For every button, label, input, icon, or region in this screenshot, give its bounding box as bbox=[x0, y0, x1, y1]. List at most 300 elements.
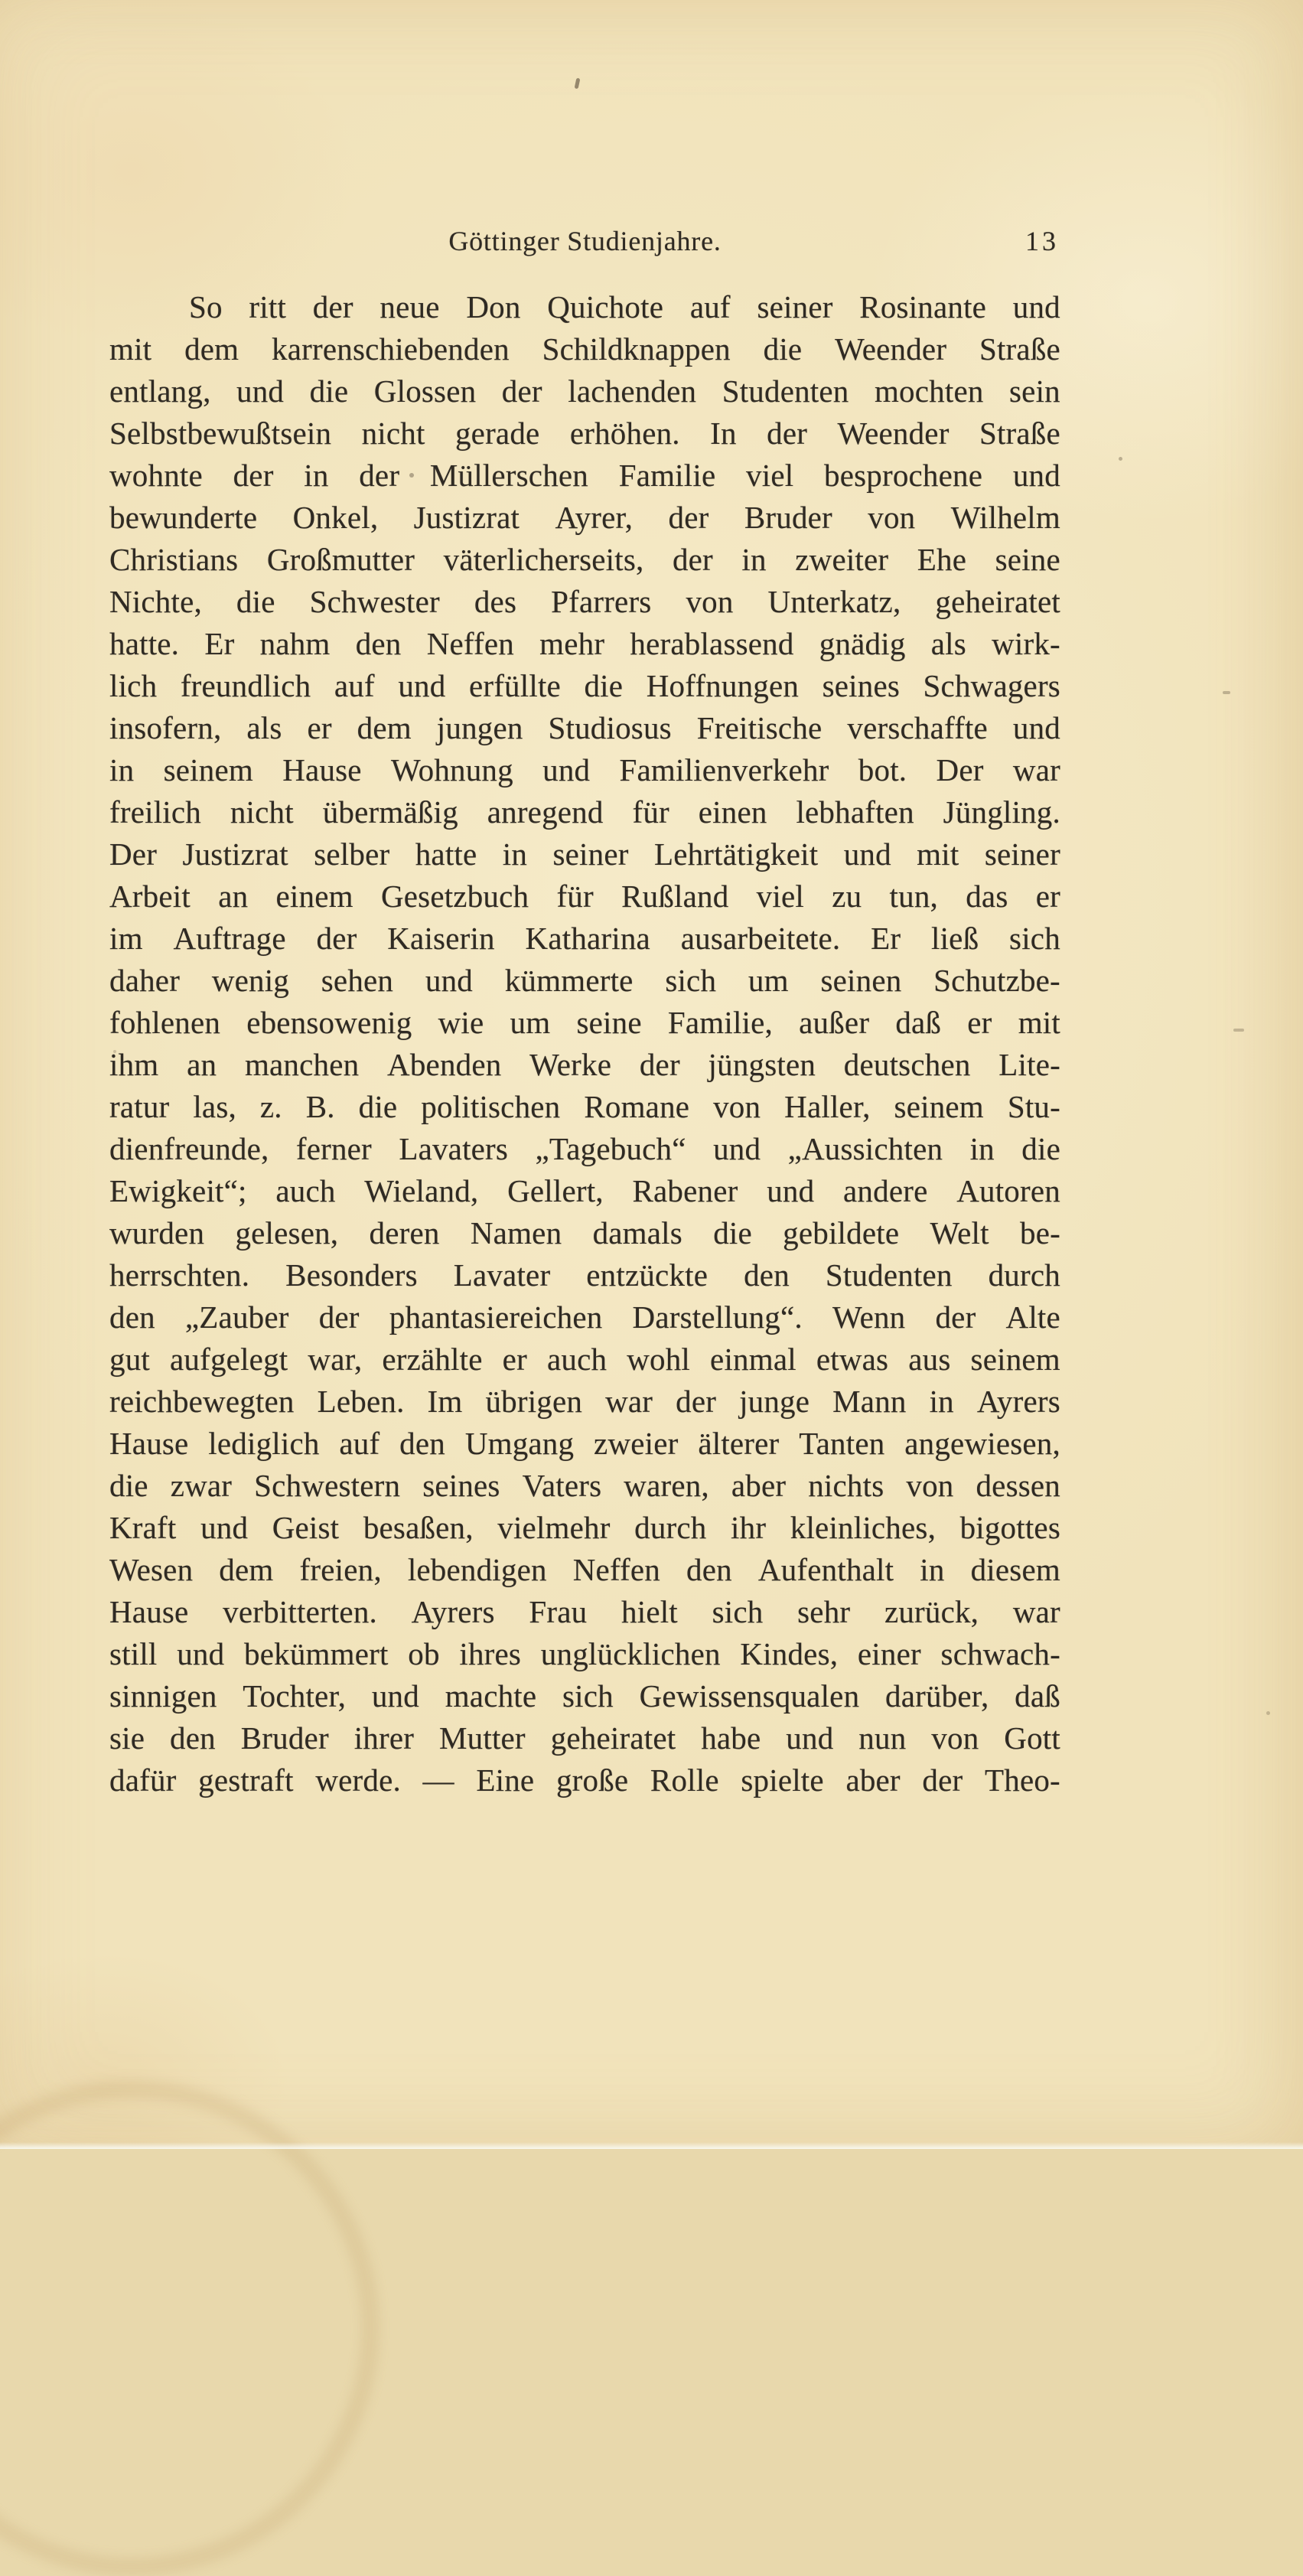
word: junge bbox=[739, 1384, 810, 1419]
word: mehr bbox=[539, 626, 605, 661]
word: Lite- bbox=[998, 1047, 1060, 1082]
word: Gesetzbuch bbox=[380, 879, 529, 914]
word: Gellert, bbox=[507, 1173, 604, 1208]
word: dem bbox=[219, 1552, 274, 1587]
word: von bbox=[686, 584, 734, 619]
text-line bbox=[109, 1717, 1060, 1759]
word: etwas bbox=[816, 1342, 889, 1377]
word: aufgelegt bbox=[170, 1342, 288, 1377]
word: in bbox=[929, 1384, 954, 1419]
word: phantasiereichen bbox=[389, 1299, 603, 1335]
word: geheiratet bbox=[935, 584, 1060, 619]
word: nahm bbox=[259, 626, 331, 661]
word: besprochene bbox=[824, 458, 983, 493]
page-number: 13 bbox=[1025, 226, 1059, 256]
word: Der bbox=[936, 752, 984, 787]
word: ihrer bbox=[353, 1720, 415, 1756]
word: sehen bbox=[321, 963, 394, 998]
word: Onkel, bbox=[292, 500, 379, 535]
word: Hause bbox=[282, 752, 362, 787]
word: sehr bbox=[797, 1594, 851, 1629]
word: übrigen bbox=[485, 1384, 583, 1419]
word: mochten bbox=[874, 373, 984, 409]
word: wurden bbox=[109, 1215, 205, 1251]
word: der bbox=[767, 416, 808, 451]
word: Mann bbox=[832, 1384, 907, 1419]
word: ebensowenig bbox=[246, 1005, 412, 1040]
word: seiner bbox=[552, 836, 629, 872]
word: Studenten bbox=[722, 373, 849, 409]
word: Nichte, bbox=[109, 584, 202, 619]
word: gut bbox=[109, 1342, 150, 1377]
word: der bbox=[935, 1299, 976, 1335]
word: seines bbox=[822, 668, 901, 703]
word: nicht bbox=[361, 416, 425, 451]
word: als bbox=[930, 626, 966, 661]
word: Rolle bbox=[650, 1762, 719, 1798]
word: die bbox=[713, 1215, 752, 1251]
word: lebendigen bbox=[407, 1552, 547, 1587]
word: Familie, bbox=[667, 1005, 773, 1040]
word: damals bbox=[592, 1215, 682, 1251]
word: um bbox=[510, 1005, 551, 1040]
word: besaßen, bbox=[363, 1510, 474, 1545]
word: der bbox=[672, 542, 713, 577]
word: seine bbox=[576, 1005, 642, 1040]
word: Studenten bbox=[825, 1257, 953, 1293]
word: war, bbox=[308, 1342, 363, 1377]
paper-speck bbox=[409, 473, 414, 478]
word: einem bbox=[275, 879, 353, 914]
text-line bbox=[109, 1465, 1060, 1507]
text-line bbox=[109, 412, 1060, 455]
word: seiner bbox=[757, 289, 833, 324]
word: Werke bbox=[529, 1047, 612, 1082]
word: durch bbox=[634, 1510, 707, 1545]
word: nichts bbox=[808, 1468, 884, 1503]
word: übermäßig bbox=[322, 794, 458, 830]
text-line bbox=[109, 1507, 1060, 1549]
word: die bbox=[109, 1468, 148, 1503]
word: Darstellung“. bbox=[632, 1299, 803, 1335]
word: er bbox=[967, 1005, 992, 1040]
word: Schutzbe- bbox=[933, 963, 1060, 998]
word: Schwestern bbox=[254, 1468, 401, 1503]
word: und bbox=[425, 963, 473, 998]
word: andere bbox=[843, 1173, 928, 1208]
word: wenig bbox=[211, 963, 290, 998]
word: in bbox=[109, 752, 135, 787]
word: väterlicherseits, bbox=[443, 542, 644, 577]
word: sich bbox=[1009, 921, 1060, 956]
word: daß bbox=[895, 1005, 942, 1040]
word: Neffen bbox=[572, 1552, 661, 1587]
word: Straße bbox=[979, 331, 1060, 367]
word: und bbox=[398, 668, 446, 703]
word: Der bbox=[109, 836, 158, 872]
word: sie bbox=[109, 1720, 145, 1756]
word: darüber, bbox=[885, 1678, 989, 1714]
word: Bruder bbox=[744, 500, 832, 535]
word: verbitterten. bbox=[223, 1594, 377, 1629]
word: Großmutter bbox=[266, 542, 415, 577]
word: ausarbeitete. bbox=[680, 921, 841, 956]
word: Leben. bbox=[317, 1384, 405, 1419]
word: herrschten. bbox=[109, 1257, 250, 1293]
word: dessen bbox=[976, 1468, 1060, 1503]
paper-speck bbox=[1223, 691, 1230, 694]
word: Er bbox=[204, 626, 235, 661]
word: Müllerschen bbox=[429, 458, 588, 493]
word: seines bbox=[422, 1468, 500, 1503]
word: Besonders bbox=[285, 1257, 418, 1293]
word: für bbox=[556, 879, 594, 914]
word: Rußland bbox=[621, 879, 729, 914]
word: Freitische bbox=[696, 710, 823, 745]
word: und bbox=[1012, 710, 1060, 745]
text-line bbox=[109, 286, 1060, 328]
word: Katharina bbox=[525, 921, 650, 956]
word: gebildete bbox=[783, 1215, 900, 1251]
word: selber bbox=[314, 836, 390, 872]
word: bewunderte bbox=[109, 500, 258, 535]
word: deutschen bbox=[843, 1047, 971, 1082]
word: wohl bbox=[627, 1342, 691, 1377]
word: dienfreunde, bbox=[109, 1131, 269, 1166]
word: zwar bbox=[170, 1468, 233, 1503]
word: ließ bbox=[931, 921, 979, 956]
word: bot. bbox=[858, 752, 907, 787]
text-line bbox=[109, 328, 1060, 370]
word: ihr bbox=[731, 1510, 767, 1545]
word: Christians bbox=[109, 542, 239, 577]
word: jungen bbox=[436, 710, 523, 745]
word: reichbewegten bbox=[109, 1384, 295, 1419]
word: er bbox=[502, 1342, 527, 1377]
word: der bbox=[639, 1047, 680, 1082]
word: mit bbox=[917, 836, 959, 872]
text-line bbox=[109, 1339, 1060, 1381]
word: angewiesen, bbox=[904, 1426, 1060, 1461]
word: Kindes, bbox=[740, 1636, 839, 1671]
paper-stain-ring bbox=[0, 2080, 379, 2576]
word: freundlich bbox=[180, 668, 311, 703]
word: aber bbox=[845, 1762, 901, 1798]
word: wie bbox=[438, 1005, 484, 1040]
text-line bbox=[109, 1381, 1060, 1423]
word: Justizrat bbox=[182, 836, 288, 872]
word: Wilhelm bbox=[950, 500, 1060, 535]
word: „Tagebuch“ bbox=[535, 1131, 686, 1166]
word: durch bbox=[988, 1257, 1060, 1293]
word: Rabener bbox=[632, 1173, 738, 1208]
word: B. bbox=[305, 1089, 335, 1124]
word: „Zauber bbox=[184, 1299, 289, 1335]
word: Weender bbox=[835, 331, 947, 367]
word: Rosinante bbox=[859, 289, 987, 324]
word: wohnte bbox=[109, 458, 203, 493]
text-line bbox=[109, 1296, 1060, 1339]
word: in bbox=[741, 542, 767, 577]
word: gelesen, bbox=[235, 1215, 339, 1251]
word: Mutter bbox=[439, 1720, 526, 1756]
word: für bbox=[632, 794, 669, 830]
word: in bbox=[502, 836, 528, 872]
word: Weender bbox=[837, 416, 950, 451]
word: die bbox=[1021, 1131, 1060, 1166]
word: aber bbox=[731, 1468, 787, 1503]
word: an bbox=[187, 1047, 217, 1082]
word: Lehrtätigkeit bbox=[653, 836, 819, 872]
word: nun bbox=[858, 1720, 907, 1756]
word: Neffen bbox=[426, 626, 514, 661]
word: fohlenen bbox=[109, 1005, 221, 1040]
word: Haller, bbox=[784, 1089, 871, 1124]
word: Hause bbox=[109, 1594, 189, 1629]
word: mit bbox=[1018, 1005, 1060, 1040]
word: das bbox=[966, 879, 1008, 914]
word: einer bbox=[857, 1636, 921, 1671]
word: nicht bbox=[230, 794, 294, 830]
word: werde. bbox=[315, 1762, 401, 1798]
word: insofern, bbox=[109, 710, 222, 745]
word: der bbox=[922, 1762, 963, 1798]
word: Ehe bbox=[917, 542, 967, 577]
word: und bbox=[843, 836, 891, 872]
text-line bbox=[109, 707, 1060, 749]
word: Jüngling. bbox=[943, 794, 1060, 830]
word: verschaffte bbox=[847, 710, 988, 745]
word: war bbox=[1012, 752, 1060, 787]
word: und bbox=[236, 373, 285, 409]
word: und bbox=[177, 1636, 225, 1671]
word: habe bbox=[701, 1720, 761, 1756]
word: freien, bbox=[299, 1552, 382, 1587]
word: lachenden bbox=[568, 373, 697, 409]
word: Autoren bbox=[956, 1173, 1060, 1208]
paper-speck bbox=[1119, 457, 1122, 461]
text-line bbox=[109, 623, 1060, 665]
word: Selbstbewußtsein bbox=[109, 416, 332, 451]
word: ferner bbox=[295, 1131, 372, 1166]
word: auf bbox=[689, 289, 731, 324]
word: Lavaters bbox=[399, 1131, 509, 1166]
word: der bbox=[676, 1384, 717, 1419]
word: anregend bbox=[487, 794, 604, 830]
word: älterer bbox=[698, 1426, 780, 1461]
word: der bbox=[359, 458, 400, 493]
text-line bbox=[109, 1423, 1060, 1465]
word: Tanten bbox=[799, 1426, 885, 1461]
word: Studiosus bbox=[548, 710, 672, 745]
text-line bbox=[109, 497, 1060, 539]
word: er bbox=[1035, 879, 1060, 914]
word: sich bbox=[665, 963, 717, 998]
word: daß bbox=[1015, 1678, 1060, 1714]
word: Umgang bbox=[464, 1426, 575, 1461]
word: seiner bbox=[984, 836, 1060, 872]
word: ihm bbox=[109, 1047, 159, 1082]
word: Gott bbox=[1004, 1720, 1060, 1756]
text-line bbox=[109, 1170, 1060, 1212]
word: seinem bbox=[970, 1342, 1060, 1377]
word: sinnigen bbox=[109, 1678, 217, 1714]
word: die bbox=[236, 584, 275, 619]
text-line bbox=[109, 791, 1060, 833]
word: auch bbox=[275, 1173, 336, 1208]
word: Straße bbox=[979, 416, 1060, 451]
word: Wesen bbox=[109, 1552, 194, 1587]
text-line bbox=[109, 876, 1060, 918]
word: die bbox=[358, 1089, 398, 1124]
word: ratur bbox=[109, 1089, 170, 1124]
text-line bbox=[109, 665, 1060, 707]
word: Ayrers bbox=[976, 1384, 1060, 1419]
word: Arbeit bbox=[109, 879, 191, 914]
word: entlang, bbox=[109, 373, 211, 409]
word: jüngsten bbox=[708, 1047, 816, 1082]
text-line bbox=[109, 1591, 1060, 1633]
word: und bbox=[371, 1678, 419, 1714]
word: hielt bbox=[621, 1594, 678, 1629]
word: viel bbox=[756, 879, 804, 914]
text-line bbox=[109, 1675, 1060, 1717]
word: Er bbox=[871, 921, 901, 956]
word: im bbox=[109, 921, 143, 956]
word: Vaters bbox=[522, 1468, 602, 1503]
word: vielmehr bbox=[497, 1510, 611, 1545]
word: seinem bbox=[163, 752, 253, 787]
word: von bbox=[906, 1468, 954, 1503]
word: entzückte bbox=[586, 1257, 709, 1293]
word: Tochter, bbox=[243, 1678, 347, 1714]
word: von bbox=[931, 1720, 979, 1756]
word: einmal bbox=[710, 1342, 796, 1377]
word: daher bbox=[109, 963, 181, 998]
word: Wieland, bbox=[364, 1173, 479, 1208]
word: den bbox=[399, 1426, 445, 1461]
word: Wohnung bbox=[391, 752, 513, 787]
word: Schildknappen bbox=[542, 331, 731, 367]
word: Ayrers bbox=[411, 1594, 495, 1629]
word: lediglich bbox=[208, 1426, 320, 1461]
word: seinem bbox=[894, 1089, 984, 1124]
word: seinen bbox=[820, 963, 902, 998]
word: in bbox=[969, 1131, 995, 1166]
word: politischen bbox=[421, 1089, 561, 1124]
word: Pfarrers bbox=[551, 584, 652, 619]
word: mit bbox=[109, 331, 152, 367]
word: Familie bbox=[618, 458, 716, 493]
word: deren bbox=[369, 1215, 440, 1251]
word: den bbox=[744, 1257, 790, 1293]
word: außer bbox=[799, 1005, 870, 1040]
word: Theo- bbox=[985, 1762, 1060, 1798]
text-line bbox=[109, 1002, 1060, 1044]
word: der bbox=[233, 458, 274, 493]
paper-speck bbox=[1266, 1711, 1270, 1715]
text-line bbox=[109, 581, 1060, 623]
word: hatte bbox=[415, 836, 477, 872]
word: als bbox=[246, 710, 282, 745]
word: spielte bbox=[741, 1762, 824, 1798]
word: und bbox=[713, 1131, 761, 1166]
text-line bbox=[109, 455, 1060, 497]
word: auf bbox=[334, 668, 375, 703]
word: gerade bbox=[454, 416, 540, 451]
word: der bbox=[318, 1299, 360, 1335]
word: Welt bbox=[930, 1215, 989, 1251]
word: die bbox=[309, 373, 349, 409]
word: Don bbox=[466, 289, 521, 324]
word: z. bbox=[259, 1089, 282, 1124]
word: Justizrat bbox=[413, 500, 520, 535]
word: schwach- bbox=[940, 1636, 1060, 1671]
text-line bbox=[109, 749, 1060, 791]
word: war bbox=[605, 1384, 653, 1419]
word: den bbox=[109, 1299, 155, 1335]
word: In bbox=[710, 416, 737, 451]
word: bekümmert bbox=[244, 1636, 389, 1671]
word: kümmerte bbox=[504, 963, 634, 998]
word: an bbox=[218, 879, 249, 914]
word: und bbox=[786, 1720, 834, 1756]
word: Lavater bbox=[453, 1257, 551, 1293]
word: und bbox=[1012, 458, 1060, 493]
word: und bbox=[200, 1510, 249, 1545]
word: diesem bbox=[970, 1552, 1060, 1587]
word: der bbox=[668, 500, 709, 535]
word: Familienverkehr bbox=[619, 752, 829, 787]
running-head bbox=[109, 225, 1060, 257]
text-line bbox=[109, 1212, 1060, 1254]
word: unglücklichen bbox=[540, 1636, 721, 1671]
word: Abenden bbox=[387, 1047, 502, 1082]
word: der bbox=[312, 289, 353, 324]
word: neue bbox=[379, 289, 440, 324]
word: ritt bbox=[249, 289, 287, 324]
word: und bbox=[542, 752, 591, 787]
word: still bbox=[109, 1636, 158, 1671]
word: Aufenthalt bbox=[757, 1552, 894, 1587]
word: erzählte bbox=[382, 1342, 483, 1377]
running-head-title: Göttinger Studienjahre. bbox=[448, 226, 722, 256]
word: tun, bbox=[889, 879, 938, 914]
word: dem bbox=[357, 710, 412, 745]
word: lebhaften bbox=[796, 794, 914, 830]
word: Romane bbox=[584, 1089, 690, 1124]
word: auf bbox=[339, 1426, 380, 1461]
word: Gewissensqualen bbox=[639, 1678, 860, 1714]
word: er bbox=[307, 710, 332, 745]
word: Eine bbox=[476, 1762, 535, 1798]
word: zu bbox=[832, 879, 862, 914]
text-line bbox=[109, 833, 1060, 876]
word: Bruder bbox=[240, 1720, 329, 1756]
word: erfüllte bbox=[468, 668, 561, 703]
word: einen bbox=[698, 794, 767, 830]
word: des bbox=[474, 584, 517, 619]
word: aus bbox=[908, 1342, 951, 1377]
page-text bbox=[109, 286, 1060, 1802]
word: der bbox=[501, 373, 542, 409]
word: in bbox=[920, 1552, 945, 1587]
word: und bbox=[767, 1173, 815, 1208]
word: Ewigkeit“; bbox=[109, 1173, 247, 1208]
paper-speck bbox=[575, 78, 581, 90]
paper-speck bbox=[113, 1050, 116, 1053]
text-line bbox=[109, 1128, 1060, 1170]
